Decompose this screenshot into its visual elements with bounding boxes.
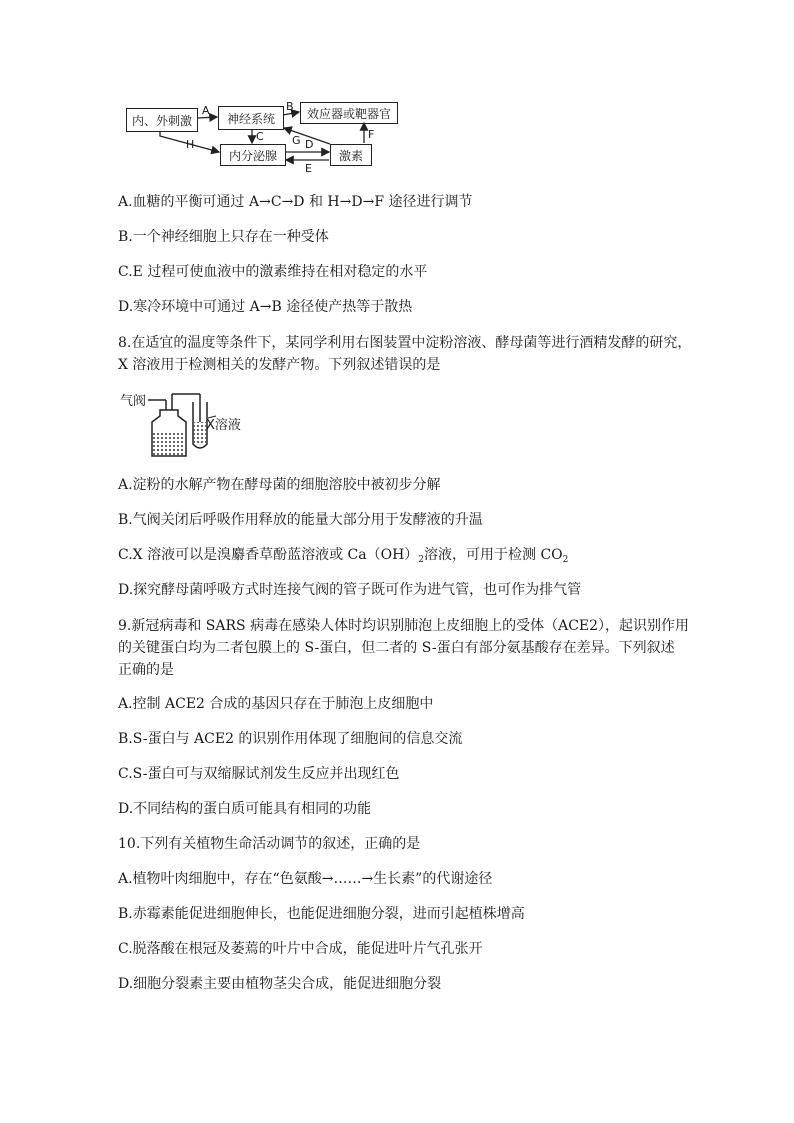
q9-option-c: C.S-蛋白可与双缩脲试剂发生反应并出现红色	[118, 766, 400, 782]
q10-option-a: A.植物叶肉细胞中，存在“色氨酸→……→生长素”的代谢途径	[118, 871, 493, 887]
q10-option-c: C.脱落酸在根冠及萎蔫的叶片中合成，能促进叶片气孔张开	[118, 941, 483, 957]
edge-label-g: G	[292, 134, 301, 147]
label-valve: 气阀	[120, 394, 147, 409]
edge-label-e: E	[305, 162, 312, 175]
q8-option-a: A.淀粉的水解产物在酵母菌的细胞溶胶中被初步分解	[118, 477, 441, 493]
q7-option-c: C.E 过程可使血液中的激素维持在相对稳定的水平	[118, 264, 428, 280]
q8-option-c-main: C.X 溶液可以是溴麝香草酚蓝溶液或 Ca（OH）	[118, 547, 419, 563]
edge-label-b: B	[286, 100, 294, 113]
q8-option-c	[118, 545, 568, 565]
node-stimulus: 内、外刺激	[126, 108, 198, 132]
edge-label-h: H	[186, 138, 195, 151]
q8-option-c-sub2: 2	[562, 555, 569, 565]
q10-option-d: D.细胞分裂素主要由植物茎尖合成，能促进细胞分裂	[118, 976, 442, 992]
node-nervous-system: 神经系统	[218, 106, 284, 130]
q8-option-c-tail: 溶液，可用于检测 CO	[424, 547, 563, 563]
edge-label-d: D	[305, 138, 314, 151]
q8-option-d: D.探究酵母菌呼吸方式时连接气阀的管子既可作为进气管，也可作为排气管	[118, 582, 582, 598]
regulation-diagram	[120, 100, 410, 180]
q9-stem-line1: 9.新冠病毒和 SARS 病毒在感染人体时均识别肺泡上皮细胞上的受体（ACE2），起识别作用	[118, 618, 690, 634]
q8-stem-line1: 8.在适宜的温度等条件下，某同学利用右图装置中淀粉溶液、酵母菌等进行酒精发酵的研究，	[118, 335, 692, 351]
arrow-a	[198, 117, 217, 118]
node-hormone: 激素	[330, 144, 372, 166]
edge-label-c: C	[256, 130, 264, 143]
q9-option-d: D.不同结构的蛋白质可能具有相同的功能	[118, 801, 372, 817]
q8-stem-line2: X 溶液用于检测相关的发酵产物。下列叙述错误的是	[118, 357, 441, 373]
q8-option-b: B.气阀关闭后呼吸作用释放的能量大部分用于发酵液的升温	[118, 512, 483, 528]
q7-option-a: A.血糖的平衡可通过 A→C→D 和 H→D→F 途径进行调节	[118, 194, 473, 210]
fermentation-apparatus	[120, 388, 270, 460]
q9-stem-line3: 正确的是	[118, 662, 174, 678]
q9-stem-line2: 的关键蛋白均为二者包膜上的 S-蛋白，但二者的 S-蛋白有部分氨基酸存在差异。下列叙述	[118, 640, 675, 656]
node-effector: 效应器或靶器官	[300, 102, 398, 124]
label-x-solution: X溶液	[206, 418, 241, 433]
edge-label-f: F	[368, 128, 375, 141]
q8-option-c-sub1: 2	[418, 555, 425, 565]
node-endocrine: 内分泌腺	[220, 144, 286, 166]
q10-stem: 10.下列有关植物生命活动调节的叙述，正确的是	[118, 836, 421, 852]
q10-option-b: B.赤霉素能促进细胞伸长，也能促进细胞分裂，进而引起植株增高	[118, 906, 525, 922]
q9-option-b: B.S-蛋白与 ACE2 的识别作用体现了细胞间的信息交流	[118, 731, 463, 747]
q7-option-d: D.寒冷环境中可通过 A→B 途径使产热等于散热	[118, 299, 413, 315]
edge-label-a: A	[202, 104, 210, 117]
q9-option-a: A.控制 ACE2 合成的基因只存在于肺泡上皮细胞中	[118, 696, 434, 712]
diagram-arrows	[120, 100, 410, 180]
q7-option-b: B.一个神经细胞上只存在一种受体	[118, 229, 329, 245]
